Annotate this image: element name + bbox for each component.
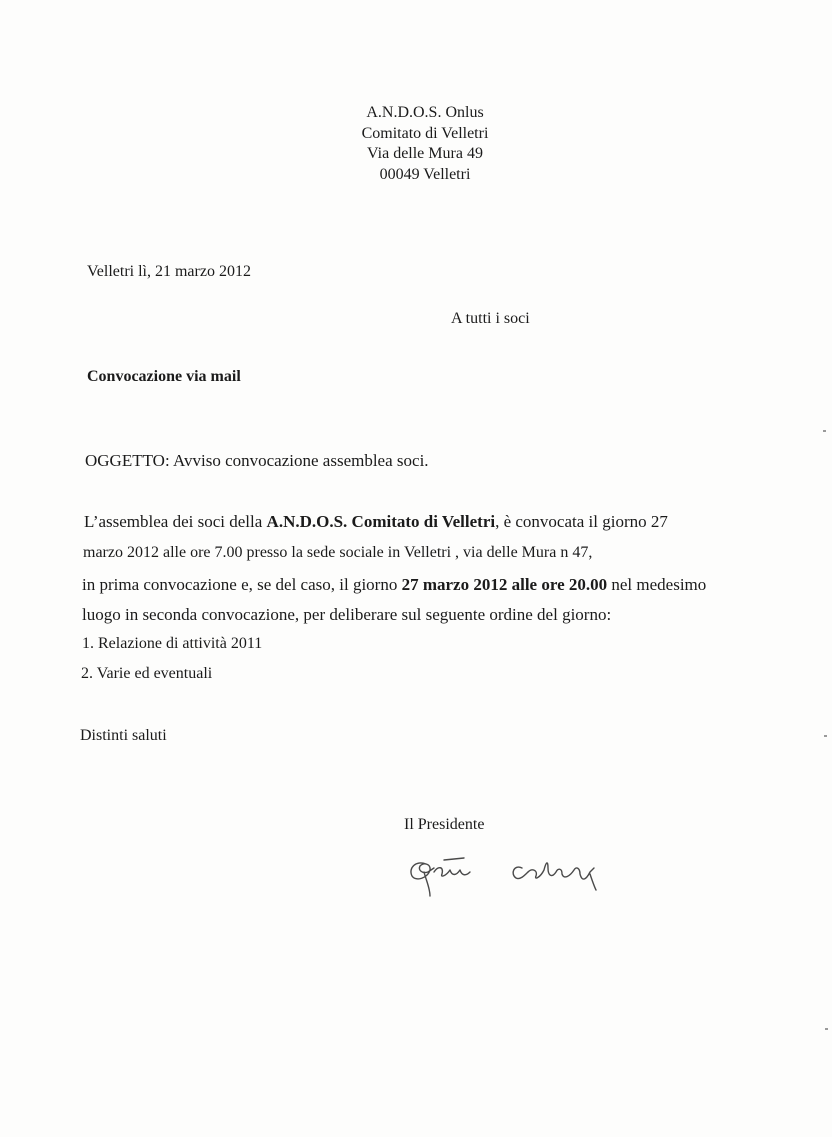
- body-line-1: [84, 512, 668, 532]
- subject-line: OGGETTO: Avviso convocazione assemblea soci.: [85, 451, 429, 470]
- recipient-line: A tutti i soci: [451, 310, 530, 327]
- scan-speck: [825, 1028, 828, 1030]
- body-line-2: marzo 2012 alle ore 7.00 presso la sede sociale in Velletri , via delle Mura n 47,: [83, 544, 593, 561]
- body-line-1-org: A.N.D.O.S. Comitato di Velletri: [266, 512, 496, 531]
- body-line-3-text-b: nel medesimo: [607, 575, 707, 594]
- agenda-item: 2. Varie ed eventuali: [81, 665, 213, 682]
- letterhead-city: 00049 Velletri: [379, 165, 471, 183]
- handwritten-signature: [404, 850, 604, 900]
- date-line: Velletri lì, 21 marzo 2012: [87, 263, 251, 280]
- scan-speck: [823, 430, 826, 432]
- letterhead-street: Via delle Mura 49: [367, 145, 483, 162]
- body-line-3: [82, 575, 706, 595]
- letterhead-committee: Comitato di Velletri: [361, 124, 489, 142]
- body-line-1-text-a: L’assemblea dei soci della: [84, 512, 267, 531]
- signer-title: Il Presidente: [404, 816, 485, 833]
- closing-line: Distinti saluti: [80, 727, 167, 744]
- letter-heading: Convocazione via mail: [87, 368, 241, 385]
- body-line-3-text-a: in prima convocazione e, se del caso, il giorno: [82, 575, 402, 594]
- agenda-item: 1. Relazione di attività 2011: [82, 635, 263, 652]
- body-line-3-date: 27 marzo 2012 alle ore 20.00: [401, 575, 608, 594]
- scan-speck: [824, 735, 827, 737]
- body-line-4: luogo in seconda convocazione, per deliberare sul seguente ordine del giorno:: [82, 605, 612, 624]
- letterhead-org: A.N.D.O.S. Onlus: [366, 104, 484, 121]
- body-line-1-text-b: , è convocata il giorno 27: [495, 512, 668, 531]
- letterhead: [300, 103, 550, 185]
